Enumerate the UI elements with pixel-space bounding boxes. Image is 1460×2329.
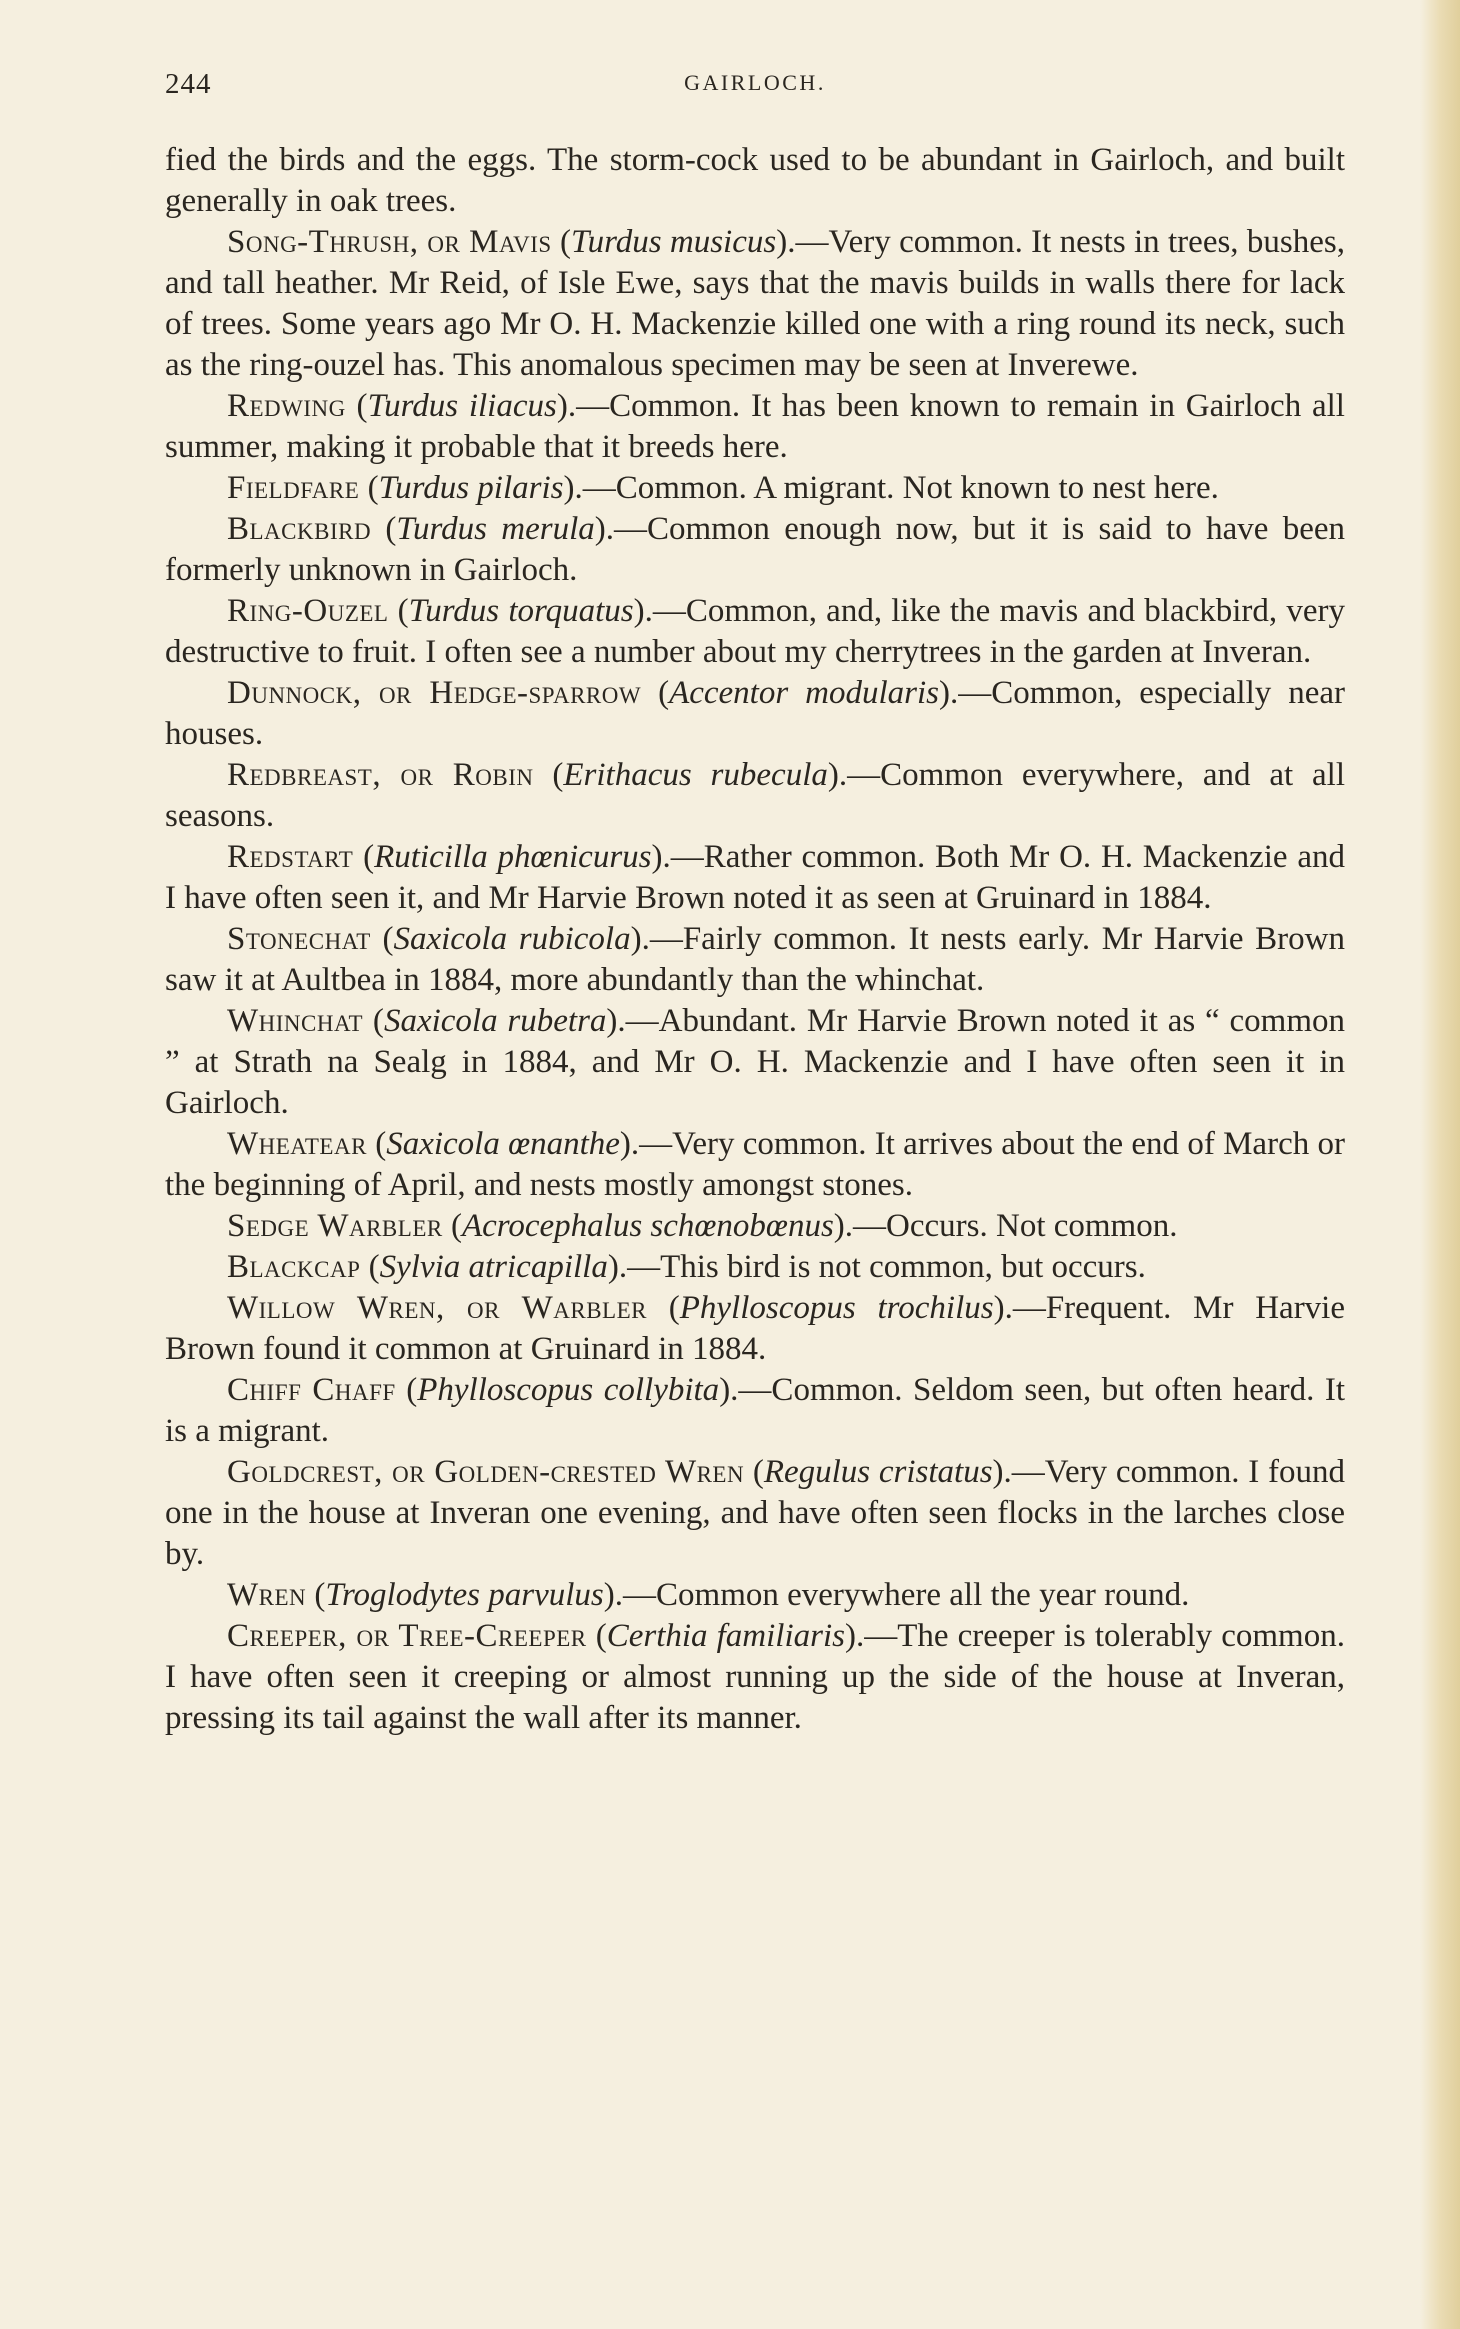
scientific-name: Regulus cristatus — [763, 1454, 993, 1490]
continuation-paragraph: fied the birds and the eggs. The storm-cock used to be abundant in Gairloch, and built generally in oak trees. — [165, 142, 1345, 219]
open-parenthesis: ( — [395, 1372, 418, 1408]
species-name: Willow Wren, or Warbler — [227, 1290, 647, 1326]
scientific-name: Turdus torquatus — [408, 593, 634, 629]
species-description: ).—Very common. It arrives about the end of March or the beginning of April, and nests mostly amongst stones. — [165, 1126, 1345, 1203]
open-parenthesis: ( — [647, 1290, 680, 1326]
species-entry — [165, 755, 1345, 837]
scientific-name: Saxicola œnanthe — [386, 1126, 620, 1162]
species-description: ).—Common. It has been known to remain in Gairloch all summer, making it probable that it breeds here. — [165, 388, 1345, 465]
species-description: ).—Common, especially near houses. — [165, 675, 1345, 752]
scientific-name: Sylvia atricapilla — [379, 1249, 608, 1285]
scientific-name: Turdus merula — [396, 511, 595, 547]
species-description: ).—Common enough now, but it is said to have been formerly unknown in Gairloch. — [165, 511, 1346, 588]
species-description: ).—Common. A migrant. Not known to nest here. — [563, 470, 1219, 506]
species-name: Blackbird — [227, 511, 372, 547]
species-name: Fieldfare — [227, 470, 360, 506]
species-description: ).—This bird is not common, but occurs. — [607, 1249, 1146, 1285]
species-entry — [165, 1001, 1345, 1124]
open-parenthesis: ( — [363, 1003, 384, 1039]
species-name: Dunnock, or Hedge-sparrow — [227, 675, 642, 711]
running-head: GAIRLOCH. — [684, 70, 826, 95]
species-name: Wren — [227, 1577, 307, 1613]
scientific-name: Phylloscopus collybita — [417, 1372, 720, 1408]
species-entry — [165, 1616, 1345, 1739]
species-entry — [165, 468, 1345, 509]
scientific-name: Erithacus rubecula — [563, 757, 828, 793]
open-parenthesis: ( — [370, 921, 394, 957]
open-parenthesis: ( — [371, 511, 397, 547]
scientific-name: Turdus pilaris — [378, 470, 564, 506]
species-name: Ring-Ouzel — [227, 593, 389, 629]
page-header — [165, 68, 1345, 112]
open-parenthesis: ( — [744, 1454, 764, 1490]
species-name: Song-Thrush, or Mavis — [227, 224, 552, 260]
species-entry — [165, 222, 1345, 386]
species-description: ).—Fairly common. It nests early. Mr Harvie Brown saw it at Aultbea in 1884, more abundantly than the whinchat. — [165, 921, 1346, 998]
species-entry — [165, 1206, 1345, 1247]
species-entry — [165, 673, 1345, 755]
scientific-name: Turdus iliacus — [367, 388, 557, 424]
open-parenthesis: ( — [359, 470, 379, 506]
scientific-name: Saxicola rubicola — [393, 921, 631, 957]
scientific-name: Phylloscopus trochilus — [679, 1290, 994, 1326]
scientific-name: Certhia familiaris — [606, 1618, 845, 1654]
species-description: ).—Rather common. Both Mr O. H. Mackenzie and I have often seen it, and Mr Harvie Brown noted it as seen at Gruinard in 1884. — [165, 839, 1345, 916]
species-name: Whinchat — [227, 1003, 364, 1039]
species-entry — [165, 1452, 1345, 1575]
species-entry — [165, 1247, 1345, 1288]
species-description: ).—Occurs. Not common. — [833, 1208, 1178, 1244]
species-name: Redwing — [227, 388, 346, 424]
page-gutter-shadow — [1420, 0, 1460, 2329]
open-parenthesis: ( — [641, 675, 670, 711]
scientific-name: Turdus musicus — [571, 224, 777, 260]
species-name: Chiff Chaff — [227, 1372, 396, 1408]
body-text — [165, 140, 1345, 1739]
scientific-name: Saxicola rubetra — [383, 1003, 607, 1039]
species-description: ).—Very common. I found one in the house at Inveran one evening, and have often seen flocks in the larches close by. — [165, 1454, 1345, 1572]
species-description: ).—Frequent. Mr Harvie Brown found it common at Gruinard in 1884. — [165, 1290, 1345, 1367]
open-parenthesis: ( — [551, 224, 572, 260]
page-number: 244 — [165, 68, 212, 100]
open-parenthesis: ( — [353, 839, 375, 875]
species-name: Sedge Warbler — [227, 1208, 443, 1244]
species-name: Creeper, or Tree-Creeper — [227, 1618, 587, 1654]
open-parenthesis: ( — [388, 593, 409, 629]
species-description: ).—Common. Seldom seen, but often heard. It is a migrant. — [165, 1372, 1345, 1449]
open-parenthesis: ( — [586, 1618, 607, 1654]
species-description: ).—Common everywhere all the year round. — [603, 1577, 1190, 1613]
species-name: Goldcrest, or Golden-crested Wren — [227, 1454, 745, 1490]
species-entry — [165, 919, 1345, 1001]
species-name: Stonechat — [227, 921, 371, 957]
species-description: ).—The creeper is tolerably common. I have often seen it creeping or almost running up the side of the house at Inveran, pressing its tail against the wall after its manner. — [165, 1618, 1345, 1736]
species-entry — [165, 1370, 1345, 1452]
species-entry — [165, 1124, 1345, 1206]
species-description: ).—Common, and, like the mavis and blackbird, very destructive to fruit. I often see a number about my cherrytrees in the garden at Inveran. — [165, 593, 1345, 670]
scientific-name: Acrocephalus schœnobœnus — [461, 1208, 834, 1244]
open-parenthesis: ( — [345, 388, 368, 424]
species-description: ).—Very common. It nests in trees, bushes, and tall heather. Mr Reid, of Isle Ewe, says that the mavis builds in walls there for lack of trees. Some years ago Mr O. H. Mackenzie killed one with a ring round its neck, such as the ring-ouzel has. This anomalous specimen may be seen at Inverewe. — [165, 224, 1345, 383]
species-name: Redstart — [227, 839, 354, 875]
species-entry — [165, 1288, 1345, 1370]
species-description: ).—Common everywhere, and at all seasons. — [165, 757, 1345, 834]
species-entry — [165, 591, 1345, 673]
species-description: ).—Abundant. Mr Harvie Brown noted it as “ common ” at Strath na Sealg in 1884, and Mr O. H. Mackenzie and I have often seen it in Gairloch. — [165, 1003, 1346, 1121]
open-parenthesis: ( — [360, 1249, 380, 1285]
species-name: Redbreast, or Robin — [227, 757, 534, 793]
species-entry — [165, 386, 1345, 468]
species-entry — [165, 509, 1345, 591]
open-parenthesis: ( — [306, 1577, 326, 1613]
scientific-name: Troglodytes parvulus — [325, 1577, 604, 1613]
species-entry — [165, 1575, 1345, 1616]
scientific-name: Accentor modularis — [669, 675, 939, 711]
species-name: Blackcap — [227, 1249, 361, 1285]
open-parenthesis: ( — [366, 1126, 387, 1162]
open-parenthesis: ( — [533, 757, 564, 793]
open-parenthesis: ( — [442, 1208, 462, 1244]
species-entry — [165, 837, 1345, 919]
scientific-name: Ruticilla phœnicurus — [374, 839, 652, 875]
species-name: Wheatear — [227, 1126, 367, 1162]
